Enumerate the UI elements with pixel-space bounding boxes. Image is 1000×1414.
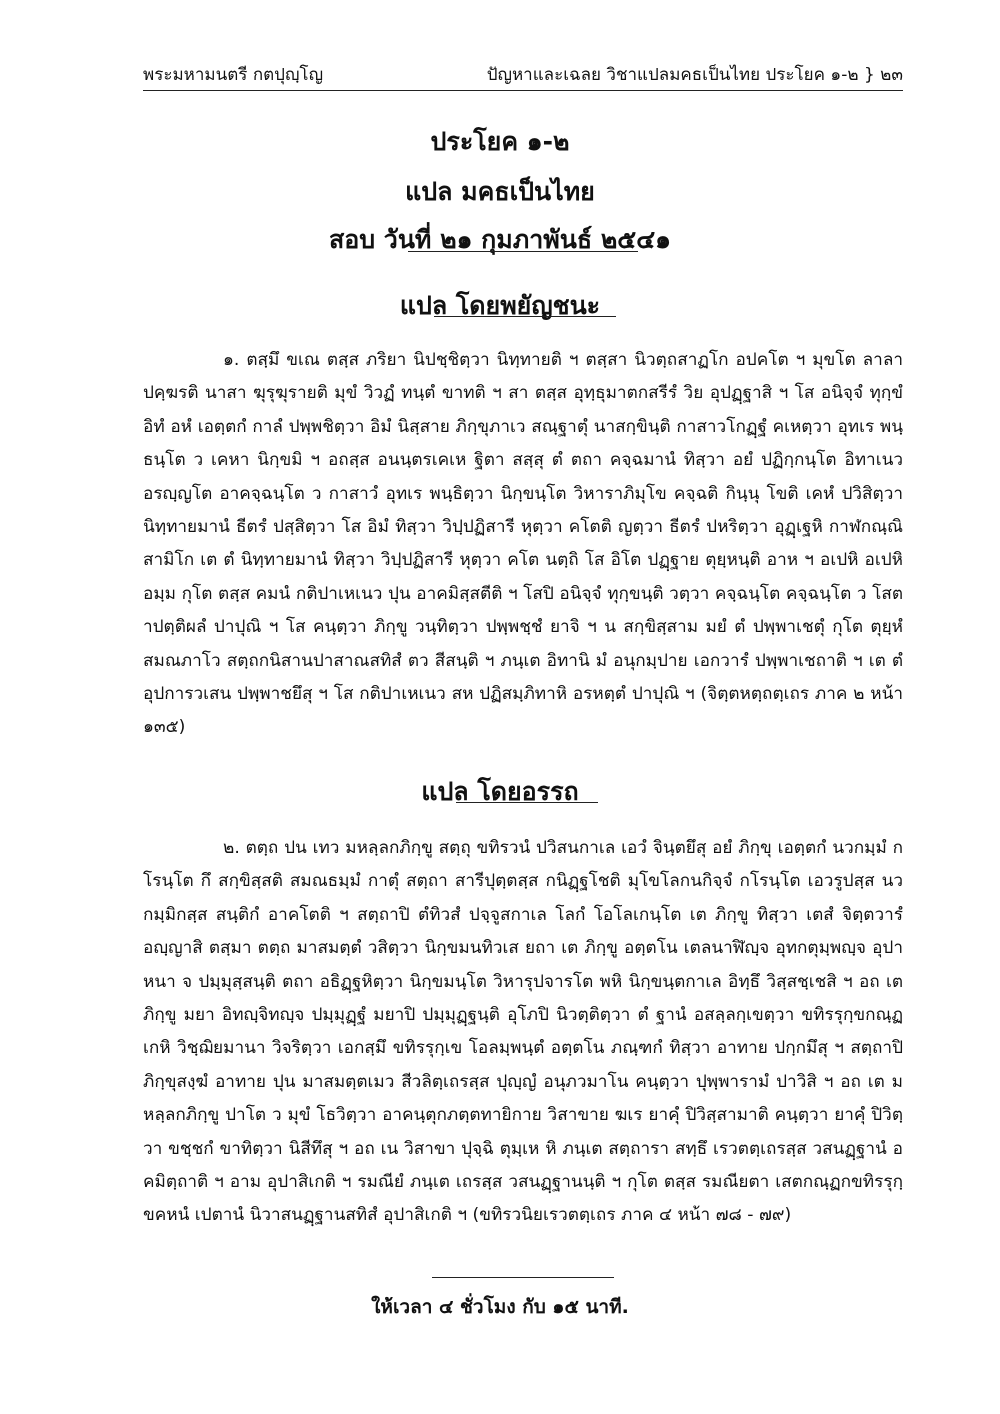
header-author: พระมหามนตรี กตปุญฺโญ (143, 65, 324, 85)
running-header (143, 60, 903, 91)
title-line-1: ประโยค ๑-๒ (430, 127, 570, 156)
section-2-text: ๒. ตตฺถ ปน เทว มหลฺลกภิกฺขู สตฺถุ ขทิรวนํ ปวิสนกาเล เอวํ จินฺตยึสุ อยํ ภิกฺขุ เอตฺตกํ นวกมฺมํ กโรนฺโต กึ สกฺขิสฺสติ สมณธมฺมํ กาตุํ สตฺถา สารีปุตฺตสฺส กนิฏฺฐโชติ มุโขโลกนกิจฺจํ กโรนฺโต เอวรูปสฺส นวกมฺมิกสฺส สนฺติกํ อาคโตติ ฯ สตฺถาปิ ตํทิวสํ ปจฺจูสกาเล โลกํ โอโลเกนฺโต เต ภิกฺขู ทิสฺวา เตสํ จิตฺตวารํ อญฺญาสิ ตสฺมา ตตฺถ มาสมตฺตํ วสิตฺวา นิกฺขมนทิวเส ยถา เต ภิกฺขู อตฺตโน เตลนาฬิญฺจ อุทกตุมฺพญฺจ อุปาหนา จ ปมฺมุสฺสนฺติ ตถา อธิฏฺฐหิตฺวา นิกฺขมนฺโต วิหารุปจารโต พหิ นิกฺขนฺตกาเล อิทฺธึ วิสฺสชฺเชสิ ฯ อถ เต ภิกฺขู มยา อิทญฺจิทญฺจ ปมฺมุฏฺฐํ มยาปิ ปมฺมุฏฺฐนฺติ อุโภปิ นิวตฺติตฺวา ตํ ฐานํ อสลฺลกฺเขตฺวา ขทิรรุกฺขกณฺฏเกหิ วิชฺฌิยมานา วิจริตฺวา เอกสฺมึ ขทิรรุกฺเข โอลมฺพนฺตํ อตฺตโน ภณฺฑกํ ทิสฺวา อาทาย ปกฺกมึสุ ฯ สตฺถาปิ ภิกฺขุสงฺฆํ อาทาย ปุน มาสมตฺตเมว สีวลิตฺเถรสฺส ปุญฺญํ อนุภวมาโน คนฺตฺวา ปุพฺพารามํ ปาวิสิ ฯ อถ เต มหลฺลกภิกฺขู ปาโต ว มุขํ โธวิตฺวา อาคนฺตุกภตฺตทายิกาย วิสาขาย ฆเร ยาคุํ ปิวิสฺสามาติ คนฺตฺวา ยาคุํ ปิวิตฺวา ขชฺชกํ ขาทิตฺวา นิสีทึสุ ฯ อถ เน วิสาขา ปุจฺฉิ ตุมฺเห หิ ภนฺเต สตฺถารา สทฺธึ เรวตตฺเถรสฺส วสนฏฺฐานํ อคมิตฺถาติ ฯ อาม อุปาสิเกติ ฯ รมณียํ ภนฺเต เถรสฺส วสนฏฺฐานนฺติ ฯ กุโต ตสฺส รมณียตา เสตกณฺฏกขทิรรุกฺขคหนํ เปตานํ นิวาสนฏฺฐานสทิสํ อุปาสิเกติ ฯ (ขทิรวนิยเรวตตฺเถร ภาค ๔ หน้า ๗๘ - ๗๙) (143, 838, 903, 1226)
title-line-3: สอบ วันที่ ๒๑ กุมภาพันธ์ ๒๕๔๑ (328, 225, 672, 254)
footer-separator (432, 1277, 614, 1278)
section-2-heading: แปล โดยอรรถ (421, 777, 579, 806)
section-1-text: ๑. ตสฺมึ ขเณ ตสฺส ภริยา นิปชฺชิตฺวา นิทฺทายติ ฯ ตสฺสา นิวตฺถสาฏโก อปคโต ฯ มุขโต ลาลา ปคฺฆรติ นาสา ฆุรุฆุรายติ มุขํ วิวฏํ ทนฺตํ ขาทติ ฯ สา ตสฺส อุทฺธุมาตกสรีรํ วิย อุปฏฺฐาสิ ฯ โส อนิจฺจํ ทุกฺขํ อิทํ อหํ เอตฺตกํ กาลํ ปพฺพชิตฺวา อิมํ นิสฺสาย ภิกฺขุภาเว สณฺฐาตุํ นาสกฺขินฺติ กาสาวโกฏฺฐํ คเหตฺวา อุทเร พนฺธนฺโต ว เคหา นิกฺขมิ ฯ อถสฺส อนนฺตรเคเห ฐิตา สสฺสุ ตํ ตถา คจฺฉมานํ ทิสฺวา อยํ ปฏิกฺกนฺโต อิทาเนว อรญฺญโต อาคจฺฉนฺโต ว กาสาวํ อุทเร พนฺธิตฺวา นิกฺขนฺโต วิหาราภิมุโข คจฺฉติ กินฺนุ โขติ เคหํ ปวิสิตฺวา นิทฺทายมานํ ธีตรํ ปสฺสิตฺวา โส อิมํ ทิสฺวา วิปฺปฏิสารี หุตฺวา คโตติ ญตฺวา ธีตรํ ปหริตฺวา อุฏฺเฐหิ กาฬกณฺณิ สามิโก เต ตํ นิทฺทายมานํ ทิสฺวา วิปฺปฏิสารี หุตฺวา คโต นตฺถิ โส อิโต ปฏฺฐาย ตุยฺหนฺติ อาห ฯ อเปหิ อเปหิ อมฺม กุโต ตสฺส คมนํ กติปาเหเนว ปุน อาคมิสฺสตีติ ฯ โสปิ อนิจฺจํ ทุกฺขนฺติ วตฺวา คจฺฉนฺโต คจฺฉนฺโต ว โสตาปตฺติผลํ ปาปุณิ ฯ โส คนฺตฺวา ภิกฺขู วนฺทิตฺวา ปพฺพชฺชํ ยาจิ ฯ น สกฺขิสฺสาม มยํ ตํ ปพฺพาเชตุํ กุโต ตุยฺหํ สมณภาโว สตฺถกนิสานปาสาณสทิสํ ตว สีสนฺติ ฯ ภนฺเต อิทานิ มํ อนุกมฺปาย เอกวารํ ปพฺพาเชถาติ ฯ เต ตํ อุปการวเสน ปพฺพาชยึสุ ฯ โส กติปาเหเนว สห ปฏิสมฺภิทาหิ อรหตฺตํ ปาปุณิ ฯ (จิตฺตหตฺถตฺเถร ภาค ๒ หน้า ๑๓๕) (143, 350, 903, 738)
title-underline (408, 251, 638, 252)
header-title: ปัญหาและเฉลย วิชาแปลมคธเป็นไทย ประโยค ๑-๒ } ๒๓ (486, 65, 903, 85)
section-2-paragraph (143, 832, 903, 1233)
time-allowance: ให้เวลา ๔ ชั่วโมง กับ ๑๕ นาที. (371, 1296, 629, 1318)
section-1-heading-underline (434, 316, 616, 317)
section-1-heading: แปล โดยพยัญชนะ (399, 291, 601, 320)
section-2-heading-underline (456, 802, 598, 803)
section-1-paragraph (143, 344, 903, 745)
title-line-2: แปล มคธเป็นไทย (405, 177, 595, 206)
